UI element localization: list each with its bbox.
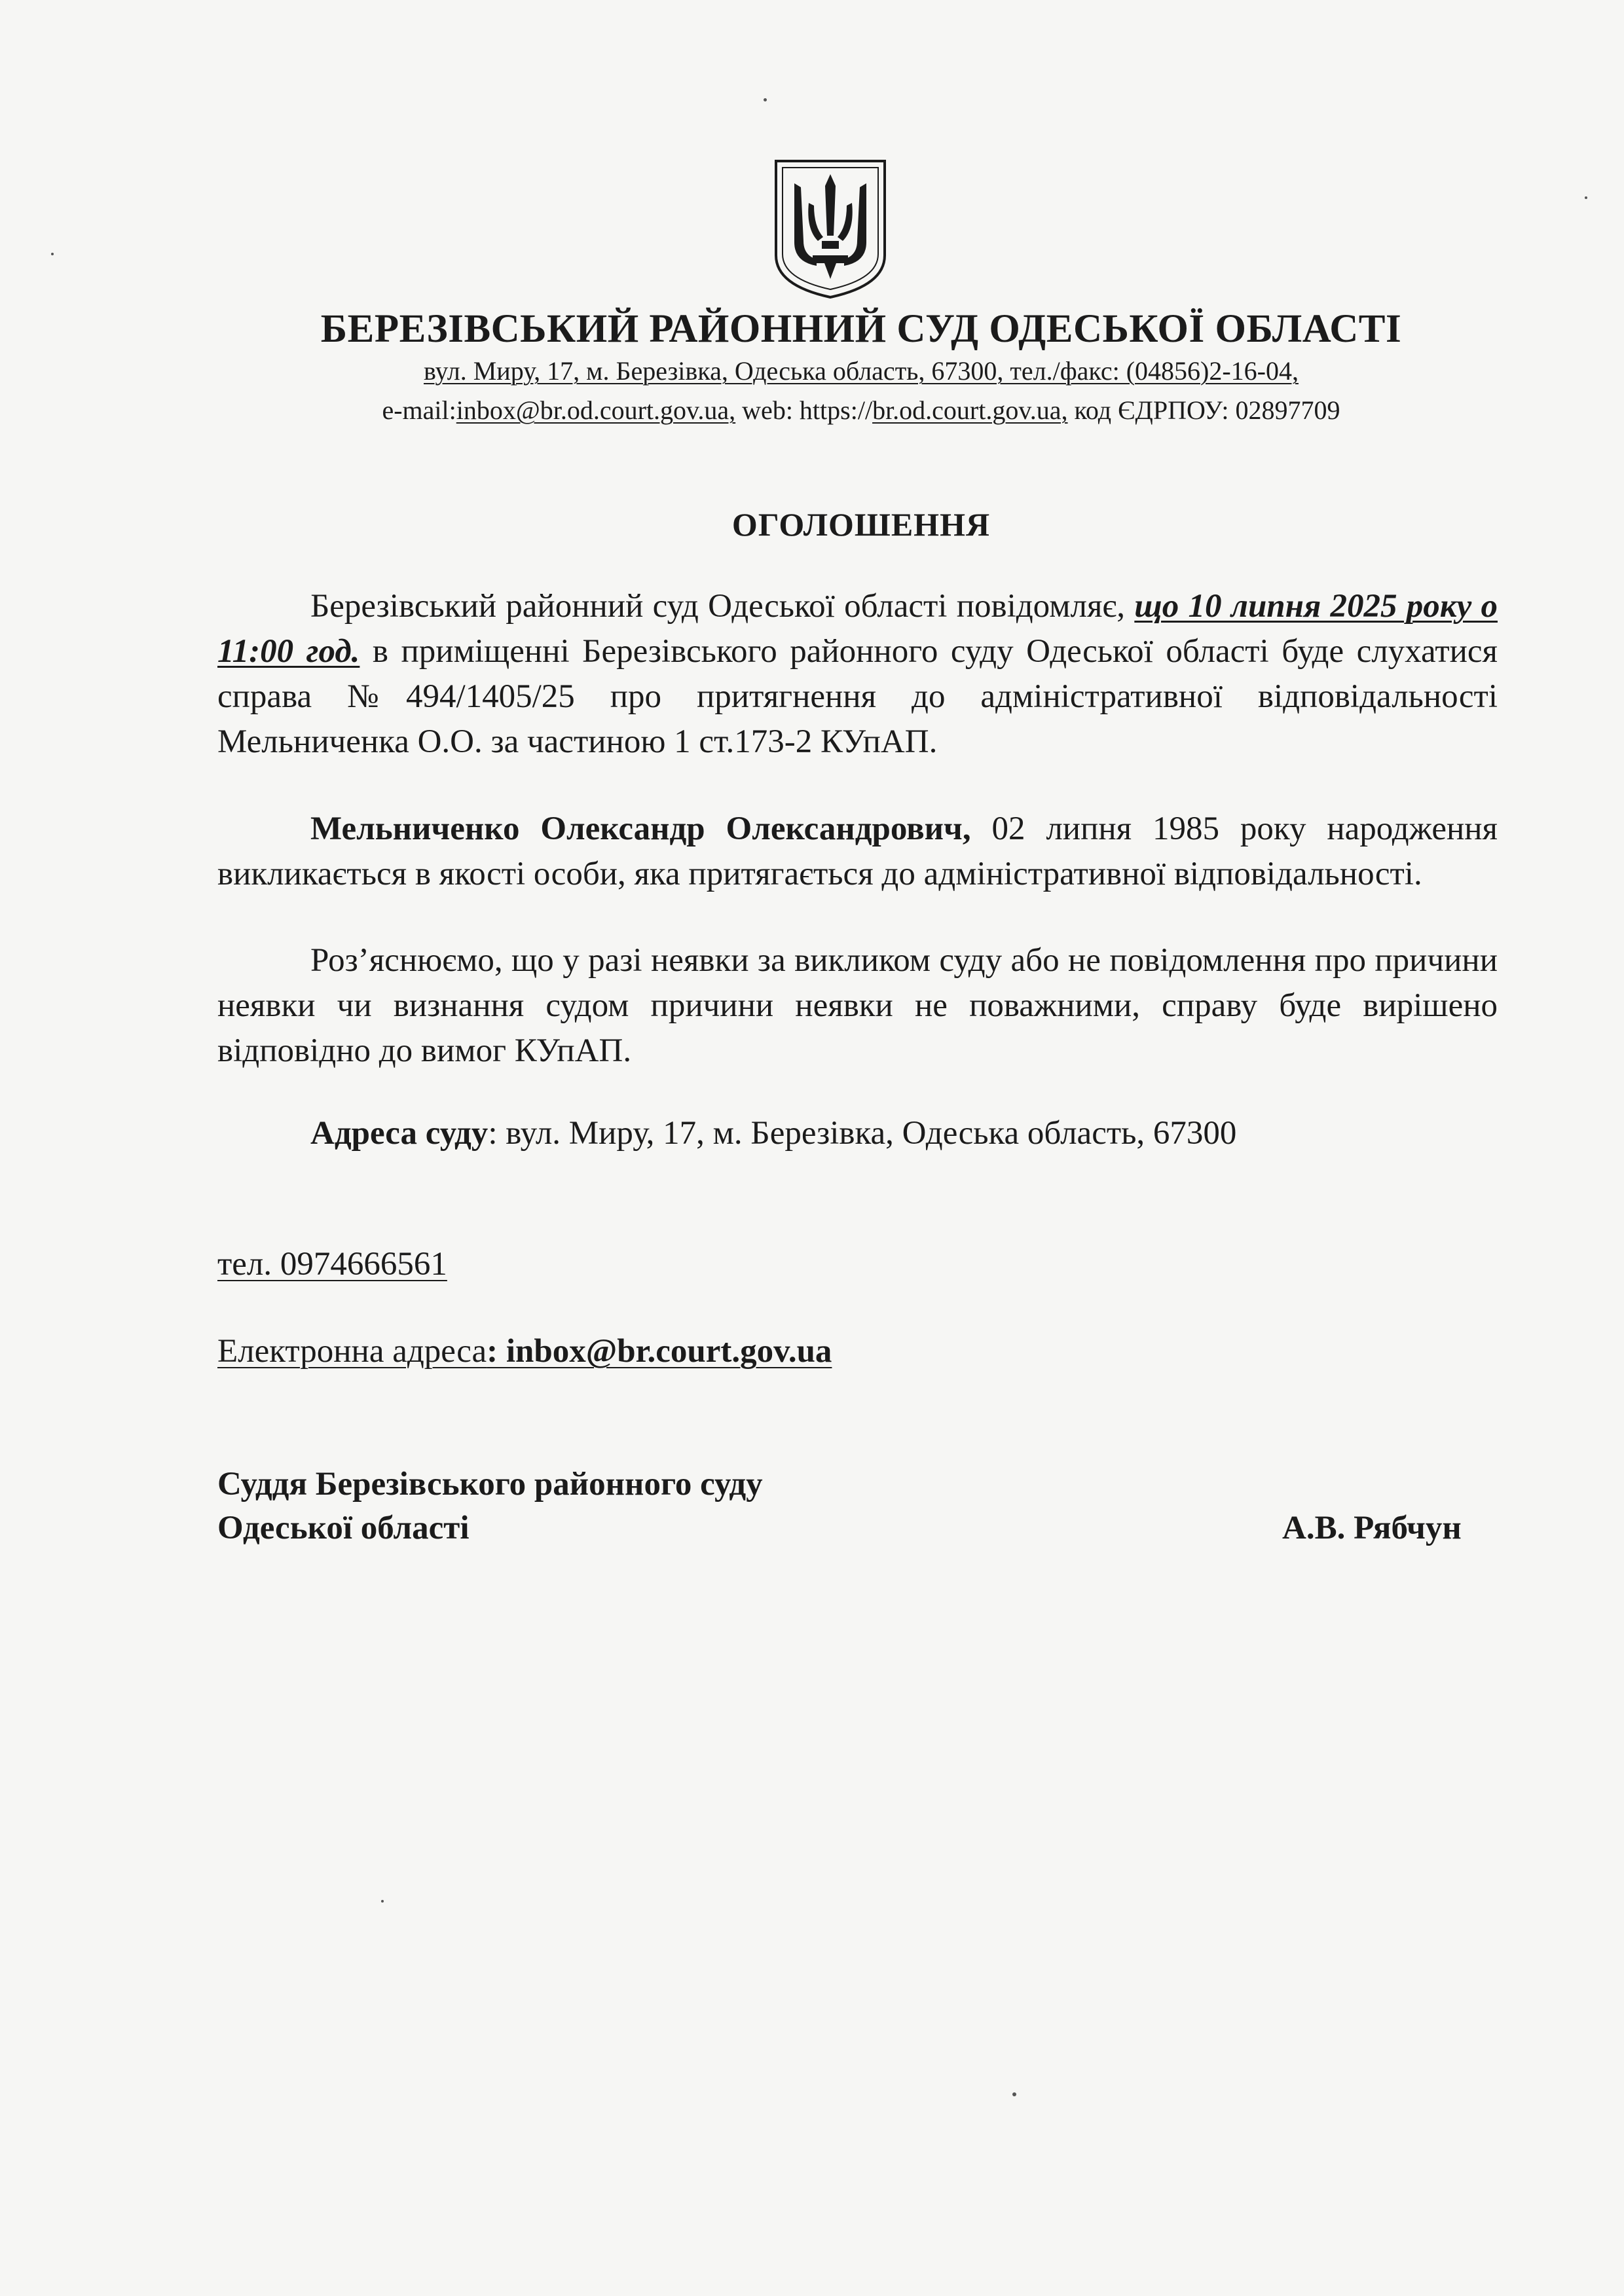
header-web-link[interactable]: br.od.court.gov.ua, <box>872 395 1068 425</box>
court-address-text: вул. Миру, 17, м. Березівка, Одеська область, 67300, тел./факс: (04856)2-16-04, <box>424 356 1299 386</box>
email-label: Електронна адреса <box>217 1333 487 1370</box>
court-address-value: : вул. Миру, 17, м. Березівка, Одеська область, 67300 <box>488 1115 1237 1152</box>
court-name: БЕРЕЗІВСЬКИЙ РАЙОННИЙ СУД ОДЕСЬКОЇ ОБЛАСТІ <box>320 307 1402 351</box>
scan-speck <box>1012 2092 1016 2096</box>
signer-title-line1: Суддя Березівського районного суду <box>217 1466 763 1503</box>
edrpou-code: код ЄДРПОУ: 02897709 <box>1074 395 1340 425</box>
court-address <box>310 1114 1236 1152</box>
document-heading: ОГОЛОШЕННЯ <box>731 506 991 543</box>
hearing-date: що 10 липня 2025 року о 11:00 год. <box>217 588 1498 670</box>
header-email-link[interactable]: inbox@br.od.court.gov.ua, <box>456 395 736 425</box>
trident-coat-of-arms-icon <box>771 157 890 300</box>
web-prefix: web: https:// <box>742 395 873 425</box>
scan-speck <box>764 98 767 101</box>
paragraph-summoned-person <box>217 807 1498 897</box>
scan-speck <box>51 253 54 255</box>
person-name: Мельниченко Олександр Олександрович, <box>310 811 971 847</box>
email-prefix: e-mail: <box>382 395 456 425</box>
scan-speck <box>1585 196 1587 199</box>
court-email <box>217 1332 832 1370</box>
signer-title-line2: Одеської області <box>217 1510 470 1546</box>
court-contacts-line <box>0 395 1624 426</box>
para3-text: Роз’яснюємо, що у разі неявки за викликом суду або не повідомлення про причини неявки чи визнання судом причини неявки не поважними, справу буде вирішено відповідно до вимог КУпАП. <box>217 942 1498 1069</box>
scan-speck <box>381 1900 384 1903</box>
judge-name: А.В. Рябчун <box>1282 1510 1462 1546</box>
paragraph-hearing-notice <box>217 584 1498 765</box>
para1-start: Березівський районний суд Одеської області повідомляє, <box>310 588 1135 625</box>
para1-end: в приміщенні Березівського районного суду Одеської області буде слухатися справа №494/1405/25 про притягнення до адміністративної відповідальності Мельниченка О.О. за частиною 1 ст.173-2 КУпАП. <box>217 633 1498 760</box>
court-phone: тел. 0974666561 <box>217 1246 447 1283</box>
court-address-line <box>0 355 1624 386</box>
para2-rest: 02 липня 1985 року народження викликається в якості особи, яка притягається до адміністративної відповідальності. <box>217 811 1498 892</box>
paragraph-explanation <box>217 938 1498 1074</box>
court-address-label: Адреса суду <box>310 1115 489 1152</box>
email-value[interactable]: : inbox@br.court.gov.ua <box>487 1333 832 1370</box>
